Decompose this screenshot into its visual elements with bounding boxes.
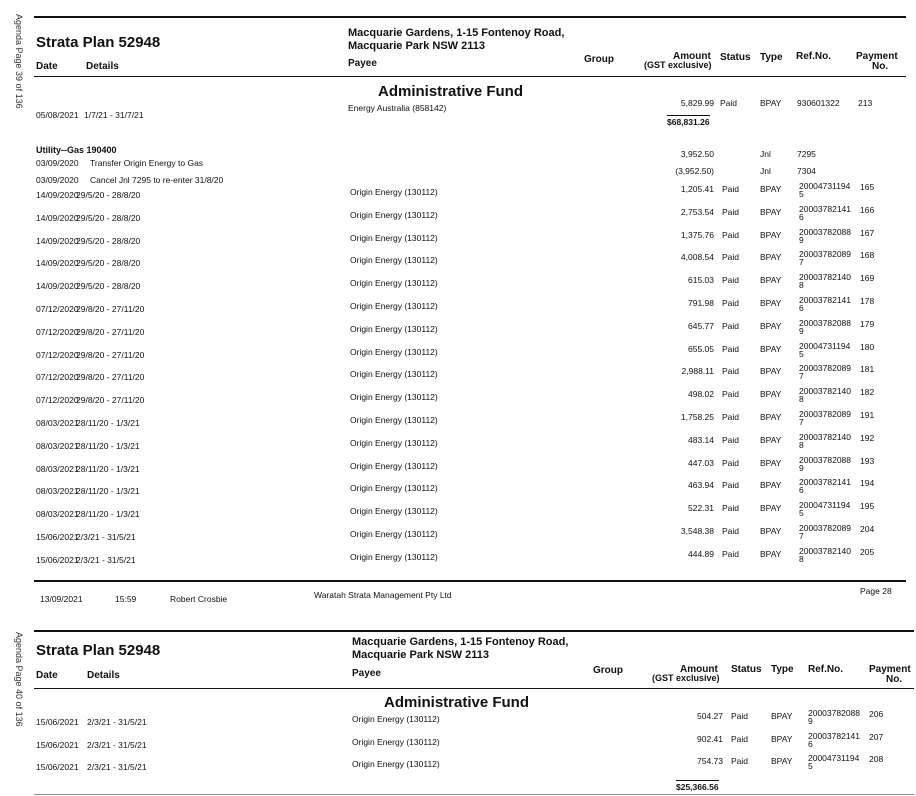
row-date: 14/09/2020 — [36, 258, 79, 269]
row-amount: 504.27 — [697, 711, 723, 721]
row-amount: 1,205.41 — [680, 184, 714, 194]
row-ref: 20003782089 — [799, 409, 852, 419]
row-date: 07/12/2020 — [36, 304, 79, 314]
header-payee: Payee — [348, 58, 377, 69]
row-status: Paid — [722, 320, 740, 331]
row-status: Paid — [722, 457, 740, 468]
footer-time: 15:59 — [115, 594, 137, 604]
row-date: 14/09/2020 — [36, 190, 79, 200]
row-payee: Origin Energy (130112) — [350, 232, 438, 243]
row-status: Paid — [722, 298, 740, 308]
row-amount: 754.73 — [697, 756, 723, 766]
fund-title: Administrative Fund — [378, 83, 524, 100]
address-line-1: Macquarie Gardens, 1-15 Fontenoy Road, — [352, 636, 569, 648]
row-type: BPAY — [771, 733, 793, 744]
row-date: 15/06/2021 — [36, 739, 79, 750]
header-group: Group — [593, 665, 623, 676]
header-status: Status — [731, 664, 762, 675]
row-payment-no: 194 — [860, 478, 875, 489]
row-details: 29/5/20 - 28/8/20 — [76, 258, 141, 269]
row-ref: 20003782089 — [799, 523, 852, 533]
row-amount: 4,008.54 — [680, 252, 714, 263]
row-payment-no: 205 — [860, 546, 875, 557]
row-details: 29/8/20 - 27/11/20 — [76, 304, 145, 314]
row-ref: 20003782088 — [799, 226, 852, 237]
row-ref: 20003782141 — [799, 295, 852, 305]
row-status: Paid — [722, 366, 740, 377]
row-ref: 20004731194 — [799, 500, 851, 511]
row-status: Paid — [722, 252, 740, 263]
header-ref: Ref.No. — [808, 664, 843, 675]
row-ref-check: 5 — [799, 189, 804, 199]
row-details: 29/5/20 - 28/8/20 — [76, 190, 141, 200]
row-type: BPAY — [760, 480, 782, 491]
row-type: BPAY — [760, 457, 782, 468]
header-details: Details — [86, 61, 119, 72]
row-payee: Origin Energy (130112) — [350, 392, 438, 403]
row-type: BPAY — [760, 298, 782, 308]
row-amount: 483.14 — [688, 434, 714, 445]
row-date: 14/09/2020 — [36, 212, 79, 223]
row-ref-check: 8 — [799, 394, 804, 405]
row-payee: Origin Energy (130112) — [352, 714, 440, 724]
row-payee: Origin Energy (130112) — [350, 460, 438, 471]
header-type: Type — [760, 52, 783, 63]
row-type: BPAY — [771, 711, 793, 721]
row-amount: 522.31 — [688, 503, 714, 514]
row-ref-check: 7 — [799, 417, 804, 427]
row-date: 15/06/2021 — [36, 762, 79, 772]
row-details: 29/5/20 - 28/8/20 — [76, 235, 141, 246]
row-type: BPAY — [771, 756, 793, 766]
row-amount: 498.02 — [688, 389, 714, 400]
row-payee: Origin Energy (130112) — [350, 346, 438, 357]
footer-date: 13/09/2021 — [40, 594, 83, 604]
row-amount: 902.41 — [697, 733, 723, 744]
row-type: BPAY — [760, 434, 782, 445]
row-type: BPAY — [760, 412, 782, 422]
row-status: Paid — [722, 206, 740, 217]
row-date: 15/06/2021 — [36, 532, 79, 542]
header-gst: (GST exclusive) — [644, 60, 712, 70]
row-type: BPAY — [760, 526, 782, 536]
row-payment-no: 168 — [860, 250, 875, 261]
row-status: Paid — [731, 711, 749, 721]
row-ref-check: 7 — [799, 371, 804, 382]
row-amount: 1,758.25 — [680, 412, 714, 422]
row-payment-no: 182 — [860, 387, 875, 398]
row-type: BPAY — [760, 184, 782, 194]
row-date: 08/03/2021 — [36, 509, 79, 520]
row-status: Paid — [722, 548, 740, 559]
row-payment-no: 208 — [869, 754, 884, 764]
row-ref: 20004731194 — [799, 181, 851, 191]
row-payment-no: 192 — [860, 432, 875, 443]
row-details: 2/3/21 - 31/5/21 — [76, 532, 136, 542]
row-ref: 20003782140 — [799, 545, 852, 556]
side-page-label: Agenda Page 40 of 136 — [14, 632, 24, 727]
header-payment: Payment — [856, 51, 898, 62]
header-date: Date — [36, 670, 58, 681]
row-amount: 645.77 — [688, 320, 714, 331]
row-payee: Origin Energy (130112) — [350, 301, 438, 311]
footer-company: Waratah Strata Management Pty Ltd — [314, 590, 452, 600]
header-gst: (GST exclusive) — [652, 673, 720, 683]
row-ref-check: 9 — [808, 716, 813, 726]
subtotal: $68,831.26 — [667, 117, 710, 127]
row-type: BPAY — [760, 343, 782, 354]
bottom-rule — [34, 794, 914, 795]
row-payee: Origin Energy (130112) — [350, 415, 438, 425]
row-date: 07/12/2020 — [36, 349, 79, 360]
plan-title: Strata Plan 52948 — [36, 34, 161, 51]
address-line-2: Macquarie Park NSW 2113 — [348, 40, 485, 52]
row-payment-no: 181 — [860, 364, 875, 375]
row-payee: Origin Energy (130112) — [350, 483, 438, 494]
row-amount: 463.94 — [688, 480, 714, 491]
row-amount: 2,988.11 — [681, 366, 714, 377]
header-amount: Amount — [680, 664, 718, 675]
row-type: BPAY — [760, 503, 782, 514]
row-payee: Origin Energy (130112) — [352, 736, 440, 747]
row-payee: Origin Energy (130112) — [350, 255, 438, 266]
row-status: Paid — [722, 503, 740, 514]
header-rule — [34, 76, 906, 77]
row-ref: 20003782140 — [799, 386, 852, 397]
row-details: 29/8/20 - 27/11/20 — [76, 395, 145, 406]
row-payment-no: 195 — [860, 501, 875, 512]
row-payment-no: 165 — [860, 182, 875, 192]
row-details: 2/3/21 - 31/5/21 — [87, 762, 147, 772]
row-payment-no: 206 — [869, 709, 884, 719]
row-details: 28/11/20 - 1/3/21 — [76, 509, 140, 520]
row-payment-no: 207 — [869, 731, 884, 742]
row-status: Paid — [722, 480, 740, 491]
row-payment-no: 169 — [860, 273, 875, 284]
row-payee: Origin Energy (130112) — [350, 437, 438, 448]
row-payment-no: 204 — [860, 524, 875, 534]
row-type: BPAY — [760, 206, 782, 217]
row-payment-no: 166 — [860, 204, 875, 215]
plan-title: Strata Plan 52948 — [36, 642, 161, 659]
row-date: 08/03/2021 — [36, 440, 79, 451]
row-status: Paid — [722, 526, 740, 536]
header-details: Details — [87, 670, 120, 681]
row-status: Paid — [731, 733, 749, 744]
row-date: 08/03/2021 — [36, 418, 79, 428]
top-rule — [34, 16, 906, 18]
row-date: 14/09/2020 — [36, 235, 79, 246]
header-group: Group — [584, 54, 614, 65]
row-payment-no: 193 — [860, 455, 875, 466]
row-payee: Origin Energy (130112) — [350, 529, 438, 539]
row-date: 08/03/2021 — [36, 463, 79, 474]
row-status: Paid — [722, 343, 740, 354]
fund-title: Administrative Fund — [384, 694, 530, 711]
row-amount: 447.03 — [688, 457, 714, 468]
row-type: BPAY — [760, 252, 782, 263]
row-amount: 1,375.76 — [680, 229, 714, 240]
row-payment-no: 191 — [860, 410, 875, 420]
row-amount: 655.05 — [688, 343, 714, 354]
row-date: 07/12/2020 — [36, 395, 79, 406]
row-type: BPAY — [760, 548, 782, 559]
row-ref: 20003782089 — [799, 363, 852, 374]
top-rule — [34, 630, 914, 632]
header-payment-no: No. — [886, 674, 903, 685]
row-ref: 20003782089 — [799, 249, 852, 260]
row-payee: Origin Energy (130112) — [350, 209, 438, 220]
row-type: BPAY — [760, 320, 782, 331]
row-status: Paid — [722, 275, 740, 286]
row-ref-check: 5 — [799, 348, 804, 359]
row-payee: Origin Energy (130112) — [350, 551, 438, 562]
row-ref-check: 7 — [799, 531, 804, 541]
row-details: 2/3/21 - 31/5/21 — [87, 717, 147, 727]
row-status: Paid — [731, 756, 749, 766]
row-status: Paid — [722, 229, 740, 240]
row-amount: 615.03 — [688, 275, 714, 286]
row-ref-check: 7 — [799, 257, 804, 268]
row-type: BPAY — [760, 275, 782, 286]
row-ref-check: 9 — [799, 462, 804, 473]
footer-page: Page 28 — [860, 586, 892, 596]
row-ref: 20003782088 — [799, 454, 852, 465]
row-ref-check: 5 — [799, 508, 804, 519]
header-amount: Amount — [673, 51, 711, 62]
row-details: 29/5/20 - 28/8/20 — [76, 212, 141, 223]
header-payment: Payment — [869, 664, 911, 675]
row-date: 07/12/2020 — [36, 326, 79, 337]
row-status: Paid — [722, 389, 740, 400]
row-ref-check: 6 — [799, 485, 804, 496]
row-details: 29/8/20 - 27/11/20 — [76, 372, 145, 383]
row-details: 2/3/21 - 31/5/21 — [87, 739, 147, 750]
row-payee: Origin Energy (130112) — [352, 759, 440, 769]
header-payment-no: No. — [872, 61, 889, 72]
row-status: Paid — [722, 184, 740, 194]
row-ref: 20003782088 — [808, 708, 861, 718]
row-payment-no: 180 — [860, 341, 875, 352]
row-amount: 2,753.54 — [680, 206, 714, 217]
row-details: 29/8/20 - 27/11/20 — [76, 326, 145, 337]
row-type: BPAY — [760, 229, 782, 240]
side-page-label: Agenda Page 39 of 136 — [14, 14, 24, 109]
footer-user: Robert Crosbie — [170, 594, 228, 604]
row-ref-check: 5 — [808, 761, 813, 771]
row-details: 28/11/20 - 1/3/21 — [76, 463, 140, 474]
row-ref: 20004731194 — [799, 340, 851, 351]
row-date: 07/12/2020 — [36, 372, 79, 383]
row-details: 29/5/20 - 28/8/20 — [76, 281, 141, 292]
row-ref-check: 8 — [799, 439, 804, 450]
row-ref-check: 8 — [799, 280, 804, 291]
row-date: 14/09/2020 — [36, 281, 79, 292]
header-payee: Payee — [352, 668, 381, 679]
row-ref: 20003782141 — [808, 730, 861, 741]
row-ref: 20003782141 — [799, 203, 852, 214]
row-ref: 20004731194 — [808, 753, 860, 763]
header-ref: Ref.No. — [796, 51, 831, 62]
row-details: 28/11/20 - 1/3/21 — [76, 418, 140, 428]
row-ref: 20003782088 — [799, 317, 852, 328]
row-status: Paid — [722, 412, 740, 422]
row-ref-check: 6 — [799, 211, 804, 222]
row-ref-check: 6 — [808, 738, 813, 749]
row-amount: 444.89 — [688, 548, 714, 559]
row-payee: Origin Energy (130112) — [350, 506, 438, 517]
category-heading: Utility--Gas 190400 — [36, 145, 117, 155]
row-ref: 20003782140 — [799, 272, 852, 283]
footer-rule — [34, 580, 906, 582]
row-amount: 3,548.38 — [680, 526, 714, 536]
row-amount: 791.98 — [688, 298, 714, 308]
row-details: 28/11/20 - 1/3/21 — [76, 486, 140, 497]
row-details: 29/8/20 - 27/11/20 — [76, 349, 145, 360]
row-type: BPAY — [760, 366, 782, 377]
row-details: 2/3/21 - 31/5/21 — [76, 554, 136, 565]
row-details: 28/11/20 - 1/3/21 — [76, 440, 140, 451]
row-ref-check: 8 — [799, 553, 804, 564]
header-rule — [34, 688, 914, 689]
header-status: Status — [720, 52, 751, 63]
row-payment-no: 167 — [860, 227, 875, 238]
row-ref-check: 9 — [799, 234, 804, 245]
subtotal: $25,366.56 — [676, 782, 719, 792]
header-type: Type — [771, 664, 794, 675]
row-ref-check: 9 — [799, 325, 804, 336]
row-payee: Origin Energy (130112) — [350, 278, 438, 289]
row-payment-no: 178 — [860, 296, 875, 306]
address-line-2: Macquarie Park NSW 2113 — [352, 649, 489, 661]
row-payee: Origin Energy (130112) — [350, 187, 438, 197]
address-line-1: Macquarie Gardens, 1-15 Fontenoy Road, — [348, 27, 565, 39]
row-date: 15/06/2021 — [36, 554, 79, 565]
row-date: 15/06/2021 — [36, 717, 79, 727]
header-date: Date — [36, 61, 58, 72]
row-date: 08/03/2021 — [36, 486, 79, 497]
row-ref: 20003782141 — [799, 477, 852, 488]
row-ref-check: 6 — [799, 303, 804, 313]
row-payment-no: 179 — [860, 318, 875, 329]
row-payee: Origin Energy (130112) — [350, 369, 438, 380]
row-ref: 20003782140 — [799, 431, 852, 442]
row-status: Paid — [722, 434, 740, 445]
row-type: BPAY — [760, 389, 782, 400]
row-payee: Origin Energy (130112) — [350, 323, 438, 334]
